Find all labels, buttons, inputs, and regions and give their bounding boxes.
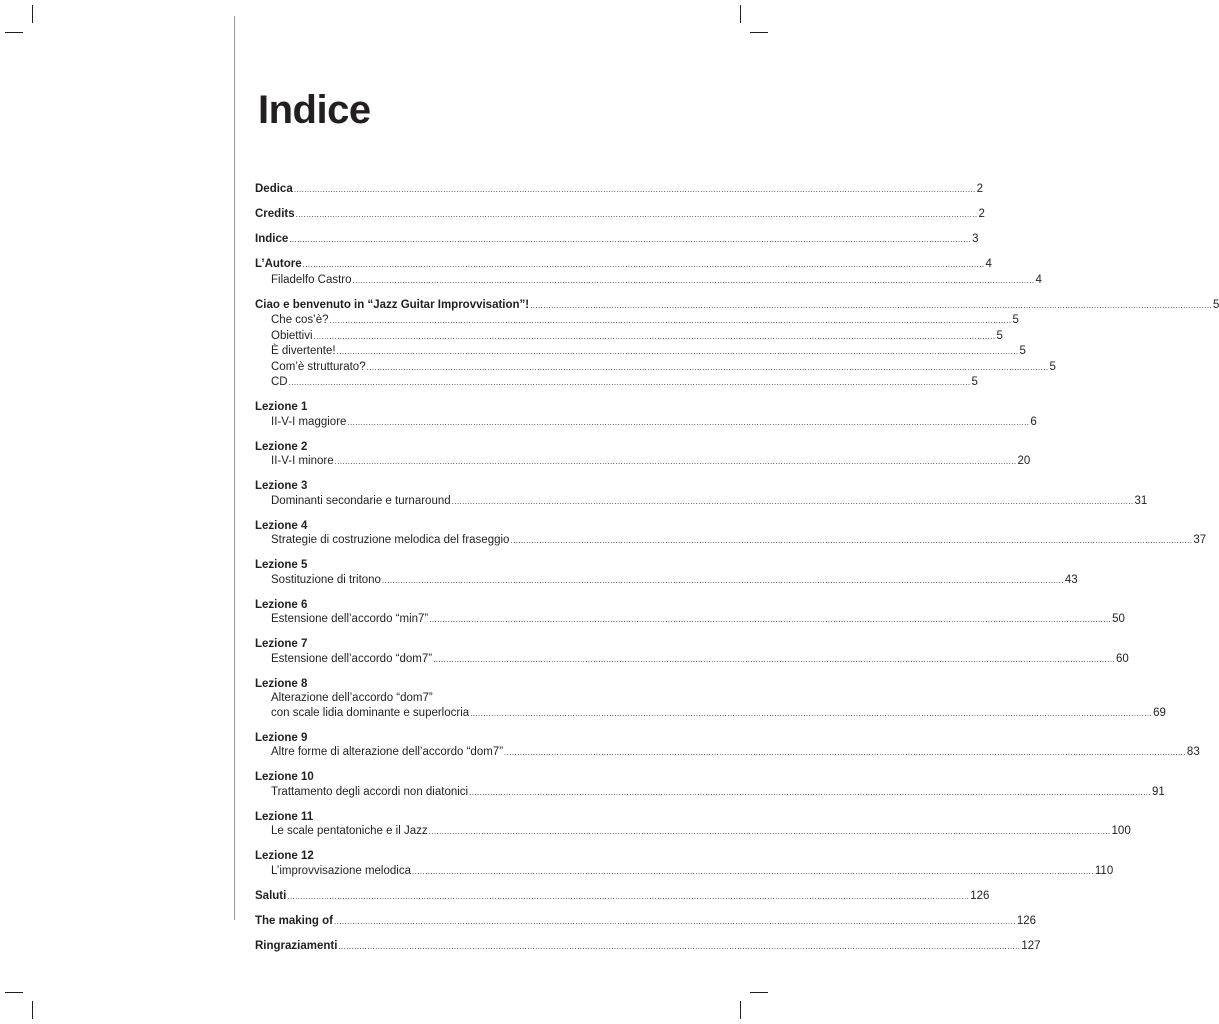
toc-main-row [255, 207, 985, 223]
toc-entry-title: Filadelfo Castro [271, 273, 352, 286]
dot-leader: .................................................................................................................................................................................................................................................................... [302, 260, 985, 269]
toc-sub-row [255, 344, 1026, 360]
dot-leader: .................................................................................................................................................................................................................................................................... [288, 378, 971, 387]
dot-leader: .................................................................................................................................................................................................................................................................... [530, 300, 1213, 310]
dot-leader: .................................................................................................................................................................................................................................................................... [428, 827, 1111, 836]
toc-page-number: 126 [1016, 914, 1037, 927]
dot-leader: .................................................................................................................................................................................................................................................................... [429, 615, 1112, 624]
dot-leader: .................................................................................................................................................................................................................................................................... [433, 654, 1115, 664]
toc-page-number: 83 [1186, 746, 1200, 758]
toc-entry-title: Credits [255, 208, 295, 220]
crop-mark [750, 32, 768, 33]
toc-page-number: 5 [1012, 314, 1019, 326]
toc-entry-title: The making of [255, 914, 333, 927]
toc-page-number: 6 [1030, 415, 1037, 428]
dot-leader: .................................................................................................................................................................................................................................................................... [411, 866, 1094, 876]
toc-sub-row [255, 454, 1031, 470]
dot-leader: .................................................................................................................................................................................................................................................................... [366, 362, 1049, 372]
dot-leader: .................................................................................................................................................................................................................................................................... [289, 235, 972, 244]
dot-leader: .................................................................................................................................................................................................................................................................... [470, 708, 1153, 718]
toc-sub-row [255, 375, 978, 391]
crop-mark [740, 5, 741, 23]
toc-lesson-heading: Lezione 11 [255, 810, 314, 823]
dot-leader: .................................................................................................................................................................................................................................................................... [329, 316, 1012, 325]
toc-sub-row [255, 652, 1129, 668]
toc-subtitle-line: Alterazione dell’accordo “dom7” [271, 692, 433, 704]
toc-entry [255, 731, 1200, 761]
toc-page-number: 69 [1153, 706, 1166, 719]
toc-entry-title: Ringraziamenti [255, 939, 338, 952]
toc-sub-row [255, 706, 1166, 722]
toc-entry [255, 558, 1078, 588]
toc-entry-title: Estensione dell’accordo “dom7” [271, 652, 433, 665]
dot-leader: .................................................................................................................................................................................................................................................................... [338, 941, 1021, 951]
dot-leader: .................................................................................................................................................................................................................................................................... [504, 748, 1186, 757]
table-of-contents [255, 182, 1219, 964]
toc-page-number: 2 [976, 183, 984, 195]
toc-entry [255, 298, 1219, 391]
toc-sub-row [255, 864, 1114, 880]
toc-sub-row [255, 533, 1207, 549]
crop-mark [32, 5, 33, 23]
toc-entry-title: Com’è strutturato? [271, 360, 366, 373]
toc-entry-title: Strategie di costruzione melodica del fraseggio [271, 534, 510, 546]
toc-entry [255, 519, 1207, 549]
toc-page-number: 2 [978, 208, 985, 220]
dot-leader: .................................................................................................................................................................................................................................................................... [295, 210, 978, 219]
toc-entry [255, 770, 1165, 800]
toc-page-number: 60 [1115, 652, 1129, 665]
dot-leader: .................................................................................................................................................................................................................................................................... [451, 496, 1134, 506]
toc-entry [255, 257, 1042, 288]
toc-entry [255, 637, 1129, 667]
toc-page-number: 5 [1049, 360, 1056, 373]
toc-main-row [255, 257, 992, 273]
toc-page-number: 100 [1111, 825, 1131, 837]
toc-sub-row [255, 273, 1042, 289]
toc-entry [255, 849, 1114, 879]
dot-leader: .................................................................................................................................................................................................................................................................... [287, 891, 970, 901]
page-spine-rule [234, 16, 235, 920]
toc-page-number: 5 [1213, 298, 1219, 311]
dot-leader: .................................................................................................................................................................................................................................................................... [347, 417, 1030, 427]
toc-entry-title: Dominanti secondarie e turnaround [271, 494, 451, 507]
toc-page-number: 50 [1112, 613, 1125, 625]
toc-sub-row [255, 612, 1125, 628]
toc-lesson-heading: Lezione 12 [255, 850, 314, 862]
toc-entry-title: Le scale pentatoniche e il Jazz [271, 825, 428, 837]
toc-sub-row [255, 494, 1148, 510]
toc-sub-row [255, 745, 1200, 761]
toc-entry [255, 598, 1125, 628]
toc-lesson-heading: Lezione 10 [255, 771, 314, 783]
toc-page-number: 126 [970, 889, 990, 902]
toc-main-row [255, 939, 1041, 955]
dot-leader: .................................................................................................................................................................................................................................................................... [313, 331, 996, 341]
toc-page-number: 4 [985, 258, 992, 270]
toc-main-row [255, 182, 984, 198]
toc-lesson-heading: Lezione 2 [255, 440, 308, 453]
toc-entry-title: È divertente! [271, 345, 336, 357]
toc-page-number: 91 [1152, 785, 1165, 798]
toc-lesson-heading: Lezione 6 [255, 598, 308, 611]
toc-lesson-heading: Lezione 3 [255, 480, 308, 492]
toc-entry-title: L’Autore [255, 258, 302, 270]
toc-entry-title: Ciao e benvenuto in “Jazz Guitar Improvvisation”! [255, 298, 530, 311]
toc-page-number: 4 [1035, 273, 1042, 286]
toc-main-row [255, 232, 979, 248]
toc-entry [255, 939, 1041, 955]
toc-entry-title: Sostituzione di tritono [271, 573, 381, 586]
crop-mark [5, 32, 23, 33]
toc-entry [255, 810, 1131, 840]
dot-leader: .................................................................................................................................................................................................................................................................... [336, 347, 1019, 356]
dot-leader: .................................................................................................................................................................................................................................................................... [333, 916, 1016, 926]
toc-entry-title: II-V-I maggiore [271, 415, 347, 428]
toc-sub-row [255, 824, 1131, 840]
toc-entry-title: Indice [255, 233, 289, 245]
toc-entry-title: Obiettivi [271, 329, 313, 342]
toc-lesson-heading: Lezione 4 [255, 519, 308, 532]
toc-entry [255, 232, 979, 248]
dot-leader: .................................................................................................................................................................................................................................................................... [469, 787, 1151, 797]
page-title: Indice [258, 88, 371, 132]
toc-page-number: 127 [1021, 939, 1041, 952]
toc-page-number: 43 [1064, 573, 1078, 586]
toc-lesson-heading: Lezione 7 [255, 638, 308, 650]
toc-page-number: 5 [971, 376, 978, 388]
toc-sub-row [255, 415, 1037, 431]
crop-mark [750, 992, 768, 993]
crop-mark [740, 1001, 741, 1019]
toc-page-number: 5 [1019, 345, 1026, 357]
toc-entry [255, 914, 1037, 930]
toc-page-number: 20 [1017, 455, 1031, 467]
toc-page-number: 5 [996, 329, 1003, 342]
crop-mark [5, 992, 23, 993]
toc-entry [255, 677, 1166, 722]
toc-entry-title: Saluti [255, 889, 287, 902]
toc-main-row [255, 914, 1037, 930]
toc-lesson-heading: Lezione 5 [255, 559, 308, 571]
toc-entry-title: L’improvvisazione melodica [271, 864, 411, 877]
dot-leader: .................................................................................................................................................................................................................................................................... [352, 275, 1035, 285]
toc-lesson-heading: Lezione 8 [255, 677, 308, 690]
toc-entry [255, 400, 1037, 430]
toc-entry-title: con scale lidia dominante e superlocria [271, 706, 470, 719]
toc-entry [255, 479, 1148, 509]
toc-main-row [255, 298, 1219, 314]
toc-main-row [255, 889, 990, 905]
toc-entry-title: Dedica [255, 183, 293, 195]
dot-leader: .................................................................................................................................................................................................................................................................... [334, 457, 1017, 466]
toc-page-number: 110 [1094, 864, 1114, 877]
toc-entry [255, 440, 1031, 470]
toc-entry-title: Altre forme di alterazione dell’accordo “dom7” [271, 746, 504, 758]
toc-page-number: 3 [972, 233, 979, 245]
toc-sub-row [255, 313, 1019, 329]
toc-lesson-heading: Lezione 1 [255, 401, 308, 413]
dot-leader: .................................................................................................................................................................................................................................................................... [293, 185, 976, 194]
dot-leader: .................................................................................................................................................................................................................................................................... [510, 536, 1193, 545]
toc-sub-row [255, 329, 1003, 345]
toc-entry-title: Trattamento degli accordi non diatonici [271, 785, 469, 798]
crop-mark [32, 1001, 33, 1019]
toc-sub-row [255, 785, 1165, 801]
dot-leader: .................................................................................................................................................................................................................................................................... [381, 575, 1064, 585]
toc-entry [255, 182, 984, 198]
toc-sub-row [255, 360, 1056, 376]
toc-entry-title: Estensione dell’accordo “min7” [271, 613, 429, 625]
toc-page-number: 37 [1193, 534, 1207, 546]
toc-sub-row [255, 573, 1078, 589]
toc-entry-title: II-V-I minore [271, 455, 334, 467]
toc-page-number: 31 [1134, 494, 1148, 507]
toc-entry-title: CD [271, 376, 288, 388]
toc-lesson-heading: Lezione 9 [255, 731, 308, 744]
toc-entry [255, 207, 985, 223]
toc-entry [255, 889, 990, 905]
toc-entry-title: Che cos’è? [271, 314, 329, 326]
